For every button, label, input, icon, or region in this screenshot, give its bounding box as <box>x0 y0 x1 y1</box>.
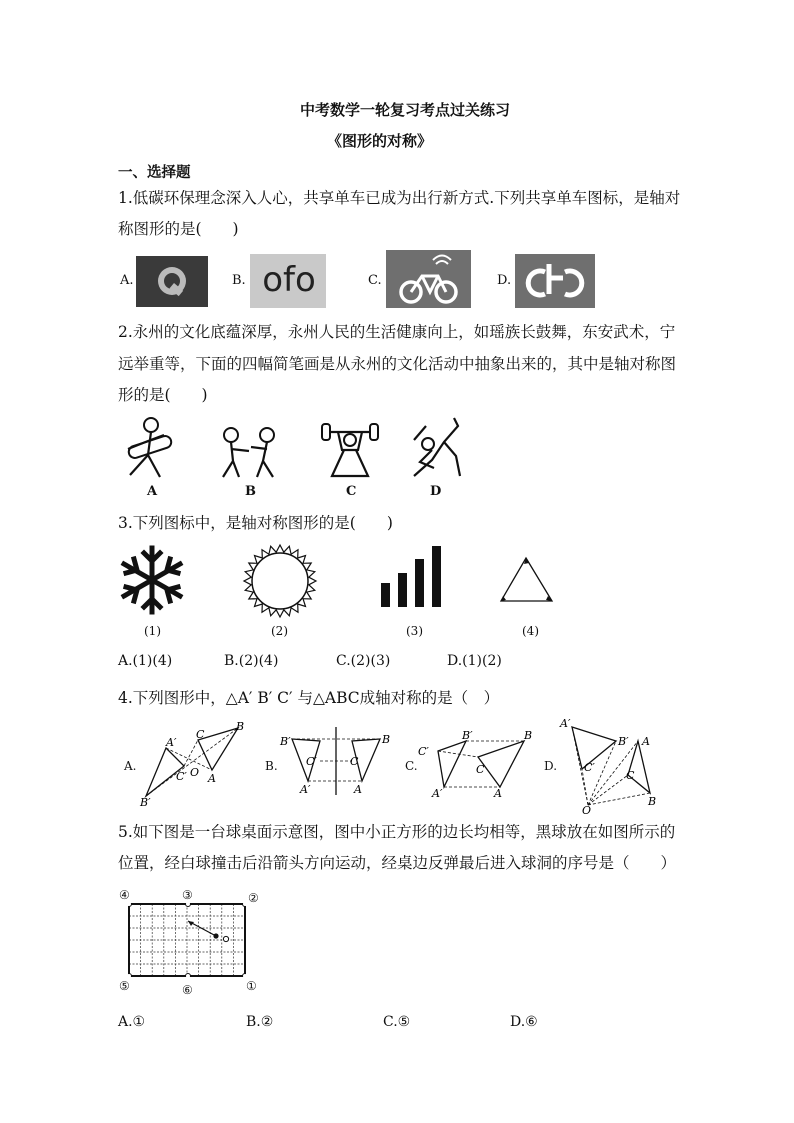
svg-text:C: C <box>196 728 205 741</box>
triangles-figure-a <box>138 718 248 808</box>
q3-option-b: B.(2)(4) <box>224 653 279 669</box>
q3-option-c: C.(2)(3) <box>336 653 391 669</box>
q3-figure-4 <box>498 555 556 609</box>
q5-option-c: C.⑤ <box>383 1014 411 1030</box>
q1-logo-a <box>136 256 208 307</box>
q4-option-a-label: A. <box>124 759 137 773</box>
q4-option-b-label: B. <box>265 759 278 773</box>
q5-option-b: B.② <box>246 1014 274 1030</box>
doc-title: 中考数学一轮复习考点过关练习 <box>300 101 511 119</box>
q4-option-c-label: C. <box>405 759 418 773</box>
signal-bars-icon <box>380 545 446 609</box>
svg-text:A′: A′ <box>432 787 443 797</box>
hole-3: ③ <box>182 888 193 902</box>
q4-figure-a <box>138 718 248 812</box>
svg-text:B: B <box>524 729 533 742</box>
q3-figure-1 <box>117 545 187 619</box>
triangles-figure-c <box>418 725 538 797</box>
hole-2: ② <box>248 891 259 905</box>
hole-5: ⑤ <box>119 979 130 993</box>
q5-option-d: D.⑥ <box>510 1014 538 1030</box>
q5-pool-table <box>128 903 246 981</box>
section-heading: 一、选择题 <box>118 164 191 181</box>
svg-text:C′: C′ <box>176 770 187 783</box>
svg-text:C: C <box>626 769 635 782</box>
q5-text-line1: 5.如下图是一台球桌面示意图，图中小正方形的边长均相等，黑球放在如图所示的 <box>118 823 676 841</box>
svg-text:A: A <box>208 772 216 785</box>
q4-figure-c <box>418 725 538 801</box>
q2-label-d: D <box>430 484 442 499</box>
hole-4: ④ <box>119 888 130 902</box>
svg-text:A′: A′ <box>560 717 571 730</box>
q4-figure-d <box>556 715 666 819</box>
q3-label-4: (4) <box>522 624 539 638</box>
cycle-triangle-icon <box>498 555 556 605</box>
svg-text:B′: B′ <box>280 735 291 748</box>
q2-figure-b <box>215 425 281 484</box>
hole-6: ⑥ <box>182 983 193 997</box>
q2-text-line3: 形的是( ) <box>118 386 208 404</box>
svg-text:B: B <box>648 795 657 808</box>
q1-logo-d <box>515 254 595 308</box>
q3-label-2: (2) <box>271 624 288 638</box>
doc-subtitle: 《图形的对称》 <box>327 132 433 150</box>
q2-figure-c <box>318 422 382 484</box>
svg-text:C′: C′ <box>584 761 595 774</box>
q2-figure-d <box>404 416 464 484</box>
q5-option-a: A.① <box>118 1014 146 1030</box>
q3-option-d: D.(1)(2) <box>447 653 502 669</box>
svg-text:B′: B′ <box>140 796 151 808</box>
q1-option-a-label: A. <box>120 273 134 288</box>
drum-dancer-icon <box>118 415 180 481</box>
q1-logo-b <box>250 254 326 308</box>
snowflake-icon <box>117 545 187 615</box>
weightlifter-icon <box>318 422 382 480</box>
svg-text:A: A <box>354 783 362 796</box>
svg-text:A′: A′ <box>166 736 177 749</box>
svg-text:B: B <box>236 720 245 733</box>
q3-figure-2 <box>242 543 318 623</box>
q-logo-icon <box>136 256 208 307</box>
hole-1: ① <box>246 979 257 993</box>
svg-text:A′: A′ <box>300 783 311 796</box>
svg-text:C′: C′ <box>306 755 317 768</box>
q2-label-a: A <box>147 484 158 499</box>
ofo-logo-text: ofo <box>262 260 316 300</box>
q2-text-line1: 2.永州的文化底蕴深厚，永州人民的生活健康向上，如瑶族长鼓舞，东安武术，宁 <box>118 323 676 341</box>
svg-text:C: C <box>476 763 485 776</box>
q1-option-c-label: C. <box>368 273 382 288</box>
q2-label-b: B <box>245 484 256 499</box>
svg-text:B: B <box>382 733 391 746</box>
q1-option-d-label: D. <box>497 273 512 288</box>
q4-text-line1: 4.下列图形中，△A′ B′ C′ 与△ABC成轴对称的是（ ） <box>118 689 500 707</box>
q3-label-1: (1) <box>144 624 161 638</box>
q4-option-d-label: D. <box>544 759 558 773</box>
bike-logo-icon <box>515 254 595 308</box>
q2-text-line2: 远举重等，下面的四幅简笔画是从永州的文化活动中抽象出来的，其中是轴对称图 <box>118 355 677 373</box>
q3-figure-3 <box>380 545 446 613</box>
q4-figure-b <box>278 725 398 801</box>
q3-label-3: (3) <box>406 624 423 638</box>
q1-text-line1: 1.低碳环保理念深入人心，共享单车已成为出行新方式.下列共享单车图标，是轴对 <box>118 189 681 207</box>
bicycle-icon <box>386 250 471 308</box>
q3-text-line1: 3.下列图标中，是轴对称图形的是( ) <box>118 514 393 532</box>
q3-option-a: A.(1)(4) <box>118 653 173 669</box>
q2-figure-a <box>118 415 180 485</box>
q5-text-line2: 位置，经白球撞击后沿箭头方向运动，经桌边反弹最后进入球洞的序号是（ ） <box>118 854 677 872</box>
triangles-figure-b <box>278 725 398 797</box>
svg-text:C′: C′ <box>418 745 429 758</box>
sun-icon <box>242 543 318 619</box>
svg-text:B′: B′ <box>618 735 629 748</box>
q1-text-line2: 称图形的是( ) <box>118 220 239 238</box>
q1-option-b-label: B. <box>232 273 246 288</box>
svg-text:O: O <box>190 766 200 779</box>
martial-arts-icon <box>215 425 281 480</box>
svg-text:A: A <box>494 787 502 797</box>
svg-text:A: A <box>642 735 650 748</box>
svg-text:C: C <box>350 755 359 768</box>
q2-label-c: C <box>346 484 357 499</box>
acrobat-icon <box>404 416 464 480</box>
svg-text:B′: B′ <box>462 729 473 742</box>
triangles-figure-d <box>556 715 666 815</box>
svg-text:O: O <box>582 804 592 815</box>
q1-logo-c <box>386 250 471 308</box>
pool-table-grid <box>128 903 246 977</box>
